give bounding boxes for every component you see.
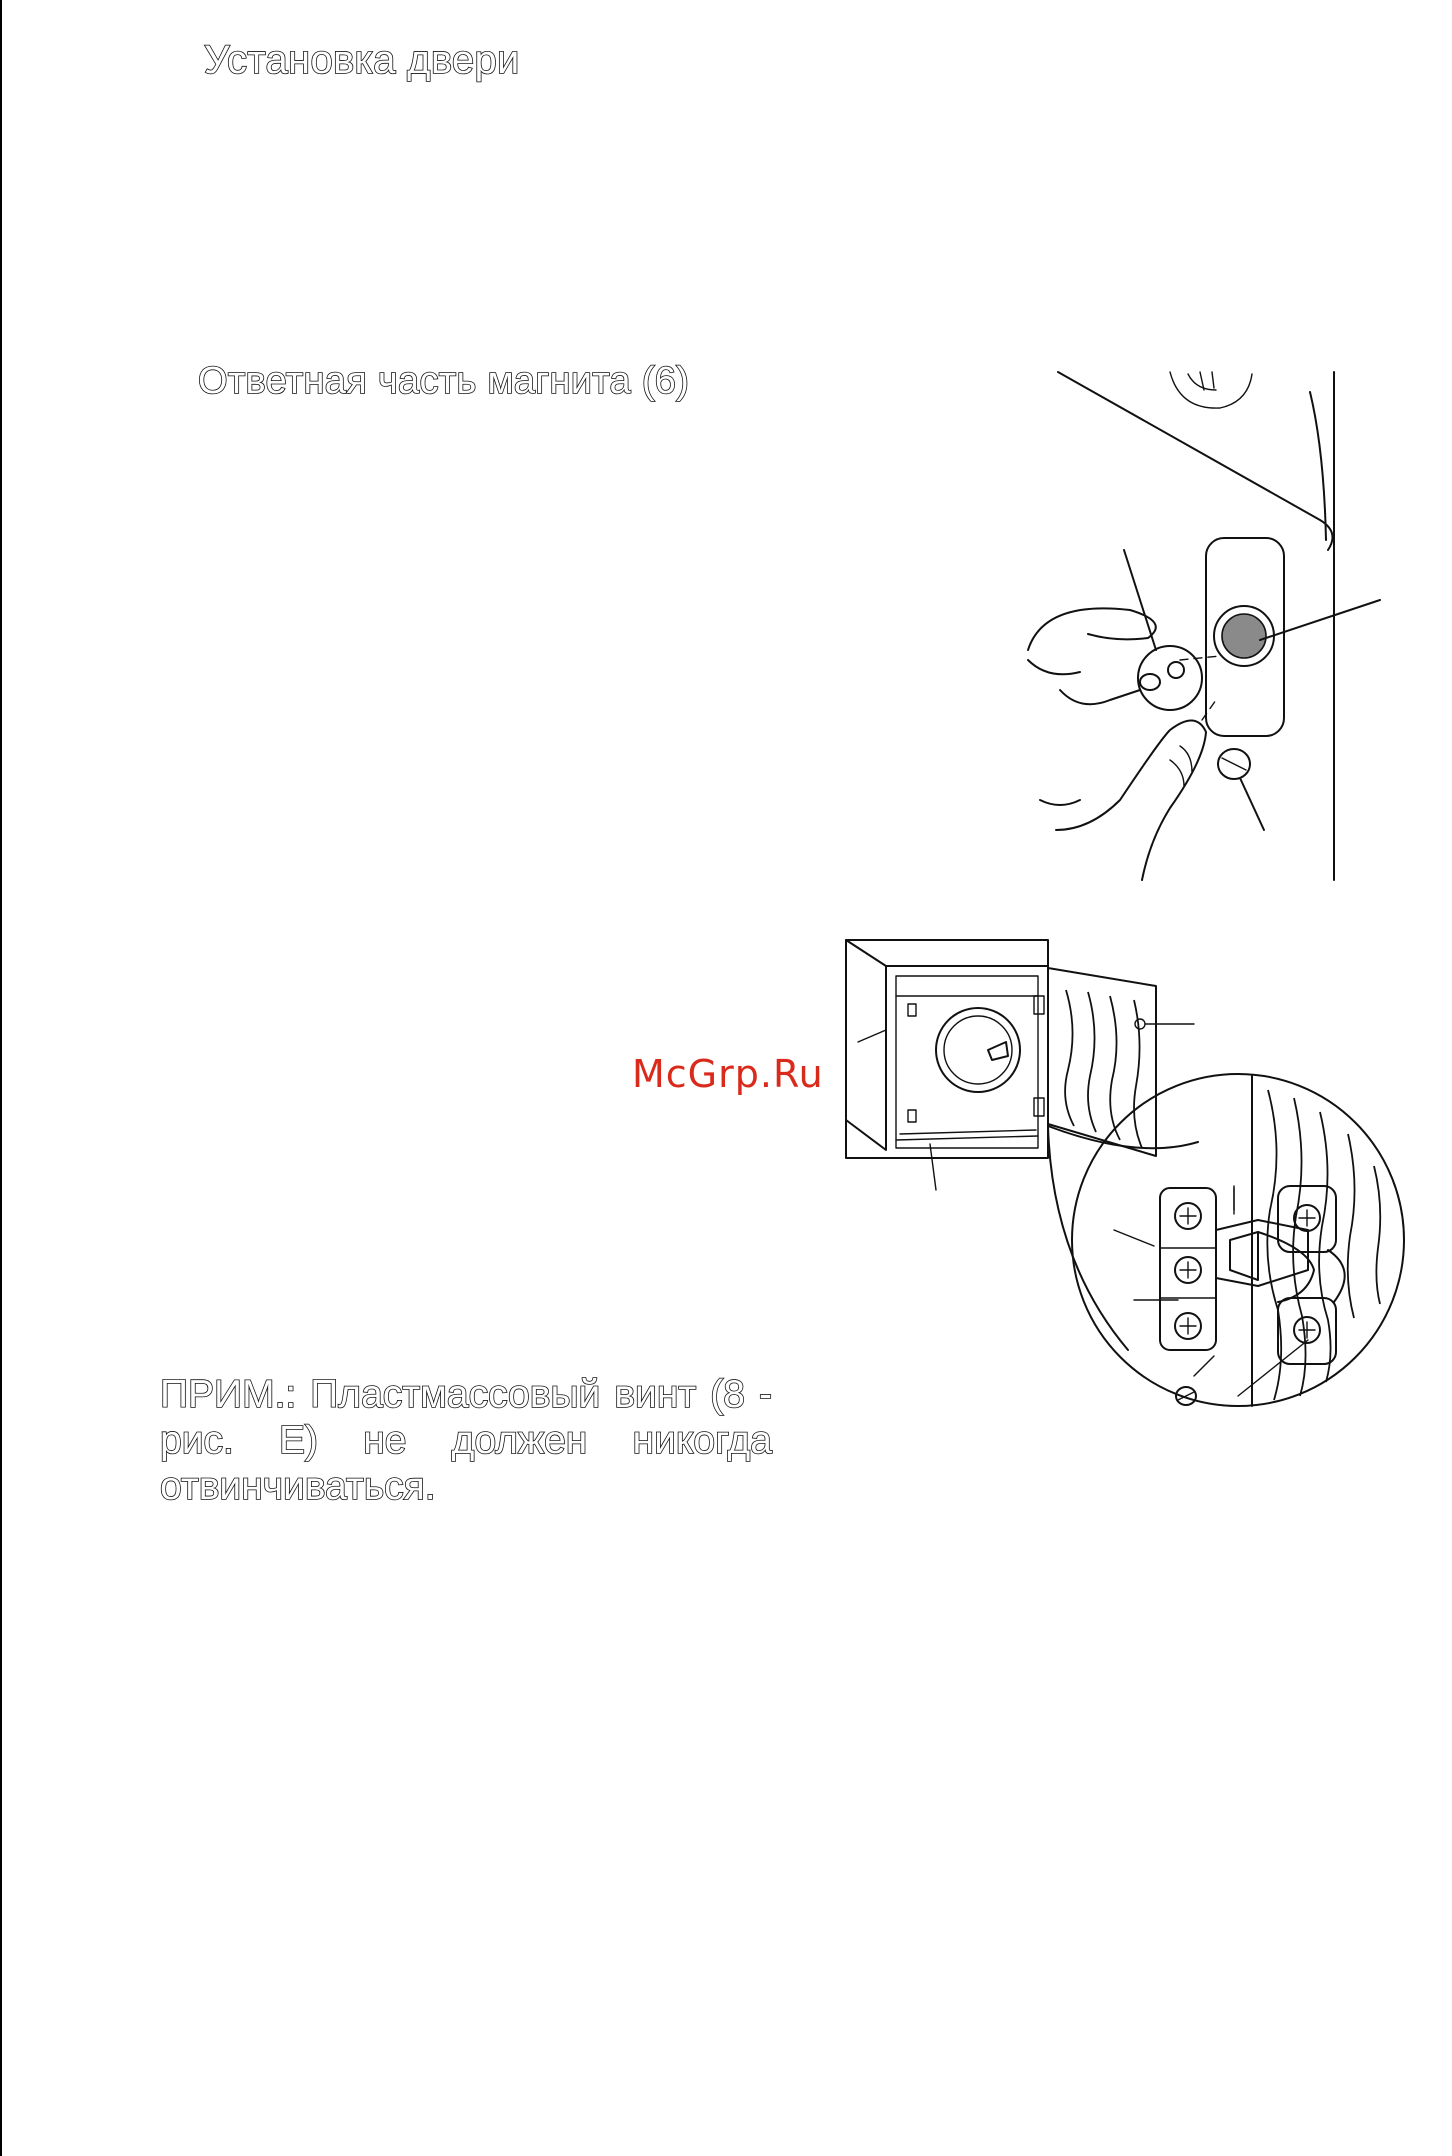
magnet-caption: Ответная часть магнита (6)	[198, 360, 690, 402]
magnet-install-illustration	[1020, 360, 1440, 890]
note-paragraph: ПРИМ.: Пластмассовый винт (8 - рис. E) не должен никогда отвинчиваться.	[160, 1373, 772, 1508]
page-left-border	[0, 0, 2, 2156]
watermark-logo: McGrp.Ru	[632, 1052, 824, 1096]
page-title: Установка двери	[204, 38, 520, 82]
door-hinge-illustration	[838, 930, 1398, 1500]
